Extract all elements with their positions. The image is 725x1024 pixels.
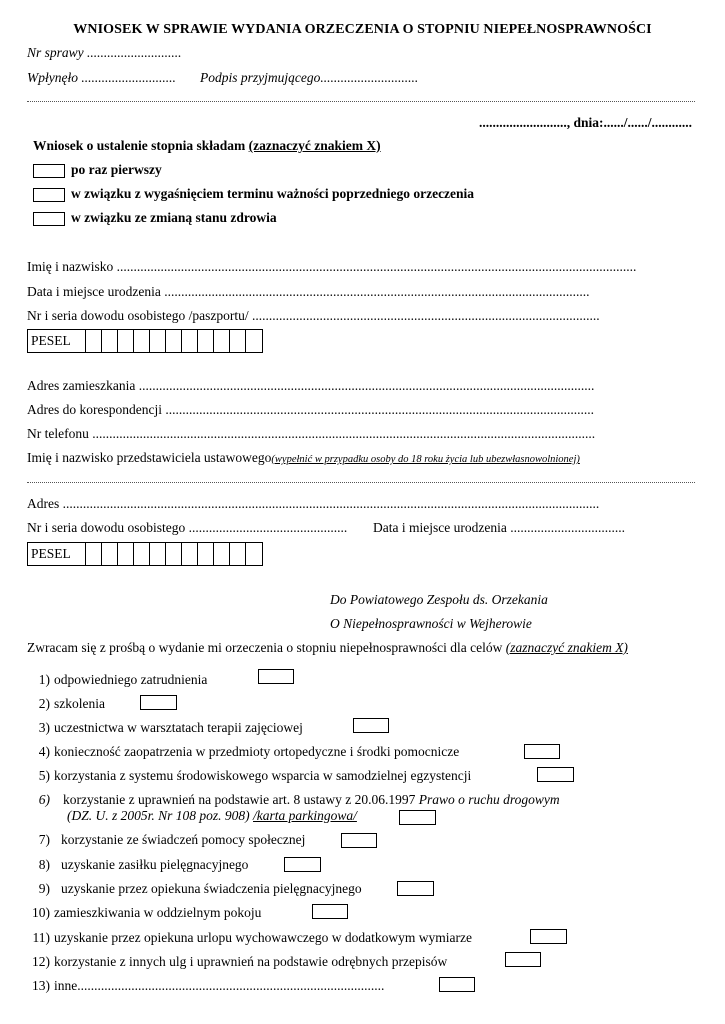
purpose-item-continued <box>67 808 357 824</box>
pesel-cell[interactable] <box>198 330 214 352</box>
purpose-item <box>28 744 459 760</box>
request-intro-text: Wniosek o ustalenie stopnia składam <box>33 138 246 153</box>
representative-name-field[interactable] <box>27 450 580 466</box>
purpose-item <box>28 672 207 688</box>
purpose-text: uzyskanie zasiłku pielęgnacyjnego <box>61 857 249 872</box>
purpose-text: zamieszkiwania w oddzielnym pokoju <box>54 905 262 920</box>
purpose-text: uzyskanie przez opiekuna świadczenia pielęgnacyjnego <box>61 881 362 896</box>
purposes-intro-note: (zaznaczyć znakiem X) <box>505 640 628 655</box>
received-field[interactable]: Wpłynęło ............................ <box>27 70 176 85</box>
applicant-id-field[interactable]: Nr i seria dowodu osobistego /paszportu/ ....................................................................................................... <box>27 308 600 323</box>
purpose-checkbox-11[interactable] <box>530 929 567 944</box>
purpose-text: inne........................................................................................... <box>54 978 385 993</box>
case-number-field[interactable]: Nr sprawy ............................ <box>27 45 182 60</box>
form-title: WNIOSEK W SPRAWIE WYDANIA ORZECZENIA O STOPNIU NIEPEŁNOSPRAWNOŚCI <box>73 22 652 37</box>
representative-name-line[interactable] <box>27 482 695 483</box>
purposes-intro <box>27 640 628 656</box>
request-intro-note: (zaznaczyć znakiem X) <box>248 138 381 153</box>
purpose-text: uczestnictwa w warsztatach terapii zajęciowej <box>54 720 303 735</box>
purpose-num: 3) <box>38 720 50 735</box>
purpose-checkbox-10[interactable] <box>312 904 348 919</box>
pesel-cell[interactable] <box>102 543 118 565</box>
option-expired: w związku z wygaśnięciem terminu ważności poprzedniego orzeczenia <box>71 186 475 201</box>
receiver-signature-field[interactable]: Podpis przyjmującego............................. <box>200 70 419 85</box>
purpose-item <box>28 720 303 736</box>
pesel-cell[interactable] <box>150 543 166 565</box>
purpose-item <box>28 978 384 994</box>
purpose-num: 9) <box>38 881 50 896</box>
purpose-text-underlined: /karta parkingowa/ <box>253 808 357 823</box>
purpose-text: odpowiedniego zatrudnienia <box>54 672 208 687</box>
purpose-num: 1) <box>38 672 50 687</box>
purpose-item <box>28 881 362 897</box>
purpose-item <box>28 832 305 848</box>
purpose-checkbox-12[interactable] <box>505 952 541 967</box>
pesel-cell[interactable] <box>246 543 262 565</box>
representative-pesel-field[interactable] <box>27 542 263 566</box>
representative-name-note: (wypełnić w przypadku osoby do 18 roku życia lub ubezwłasnowolnionej) <box>271 454 580 465</box>
pesel-cell[interactable] <box>86 543 102 565</box>
pesel-cell[interactable] <box>118 543 134 565</box>
representative-id-field[interactable]: Nr i seria dowodu osobistego ............................................... <box>27 520 348 535</box>
pesel-cell[interactable] <box>86 330 102 352</box>
purpose-text: korzystania z systemu środowiskowego wsparcia w samodzielnej egzystencji <box>54 768 472 783</box>
checkbox-first-time[interactable] <box>33 164 65 178</box>
purpose-item <box>28 768 471 784</box>
purpose-item <box>28 905 261 921</box>
pesel-cell[interactable] <box>230 330 246 352</box>
purpose-num: 5) <box>38 768 50 783</box>
purpose-num: 6) <box>38 792 50 807</box>
pesel-cell[interactable] <box>166 543 182 565</box>
purpose-item <box>28 954 447 970</box>
applicant-address-field[interactable]: Adres zamieszkania ....................................................................................................................................... <box>27 378 595 393</box>
purpose-text: konieczność zaopatrzenia w przedmioty ortopedyczne i środki pomocnicze <box>54 744 460 759</box>
pesel-cell[interactable] <box>150 330 166 352</box>
pesel-cell[interactable] <box>214 330 230 352</box>
purpose-num: 10) <box>32 905 50 920</box>
purpose-checkbox-2[interactable] <box>140 695 177 710</box>
pesel-cell[interactable] <box>198 543 214 565</box>
representative-name-label: Imię i nazwisko przedstawiciela ustawowego <box>27 450 272 465</box>
purpose-text-2: (DZ. U. z 2005r. Nr 108 poz. 908) <box>67 808 250 823</box>
request-intro <box>33 138 381 154</box>
option-health-change: w związku ze zmianą stanu zdrowia <box>71 210 277 225</box>
pesel-cell[interactable] <box>182 330 198 352</box>
applicant-phone-field[interactable]: Nr telefonu ..................................................................................................................................................... <box>27 426 596 441</box>
pesel-cell[interactable] <box>118 330 134 352</box>
purpose-checkbox-1[interactable] <box>258 669 294 684</box>
pesel-label: PESEL <box>28 330 86 352</box>
purpose-checkbox-9[interactable] <box>397 881 434 896</box>
purpose-num: 2) <box>38 696 50 711</box>
purpose-num: 12) <box>32 954 50 969</box>
date-field[interactable]: .........................., dnia:....../....../............ <box>478 115 692 130</box>
pesel-cell[interactable] <box>246 330 262 352</box>
checkbox-health-change[interactable] <box>33 212 65 226</box>
option-first-time: po raz pierwszy <box>71 162 162 177</box>
pesel-cell[interactable] <box>230 543 246 565</box>
purpose-item <box>28 857 248 873</box>
purpose-num: 8) <box>38 857 50 872</box>
representative-address-field[interactable]: Adres ............................................................................................................................................................... <box>27 496 600 511</box>
divider <box>27 101 695 102</box>
purpose-checkbox-8[interactable] <box>284 857 321 872</box>
purpose-item <box>28 792 560 808</box>
purposes-intro-text: Zwracam się z prośbą o wydanie mi orzeczenia o stopniu niepełnosprawności dla celów <box>27 640 503 655</box>
addressee-line-2: O Niepełnosprawności w Wejherowie <box>330 616 532 631</box>
pesel-cell[interactable] <box>134 330 150 352</box>
purpose-checkbox-7[interactable] <box>341 833 377 848</box>
pesel-label: PESEL <box>28 543 86 565</box>
purpose-num: 11) <box>32 930 50 945</box>
checkbox-expired[interactable] <box>33 188 65 202</box>
purpose-text: szkolenia <box>54 696 105 711</box>
pesel-cell[interactable] <box>182 543 198 565</box>
applicant-name-field[interactable]: Imię i nazwisko .......................................................................................................................................................... <box>27 259 637 274</box>
purpose-checkbox-4[interactable] <box>524 744 560 759</box>
purpose-text-italic: Prawo o ruchu drogowym <box>418 792 560 807</box>
purpose-text: korzystanie z uprawnień na podstawie art. 8 ustawy z 20.06.1997 <box>63 792 416 807</box>
pesel-cell[interactable] <box>166 330 182 352</box>
purpose-text: uzyskanie przez opiekuna urlopu wychowawczego w dodatkowym wymiarze <box>54 930 472 945</box>
pesel-cell[interactable] <box>134 543 150 565</box>
applicant-birth-field[interactable]: Data i miejsce urodzenia .............................................................................................................................. <box>27 284 590 299</box>
purpose-checkbox-3[interactable] <box>353 718 389 733</box>
purpose-item <box>28 930 472 946</box>
representative-birth-field[interactable]: Data i miejsce urodzenia .................................. <box>373 520 625 535</box>
purpose-num: 4) <box>38 744 50 759</box>
applicant-corr-address-field[interactable]: Adres do korespondencji ............................................................................................................................... <box>27 402 594 417</box>
pesel-cell[interactable] <box>102 330 118 352</box>
purpose-text: korzystanie ze świadczeń pomocy społecznej <box>61 832 306 847</box>
purpose-num: 13) <box>32 978 50 993</box>
pesel-cell[interactable] <box>214 543 230 565</box>
purpose-checkbox-13[interactable] <box>439 977 475 992</box>
purpose-checkbox-6[interactable] <box>399 810 436 825</box>
purpose-text: korzystanie z innych ulg i uprawnień na podstawie odrębnych przepisów <box>54 954 448 969</box>
purpose-num: 7) <box>38 832 50 847</box>
purpose-item <box>28 696 105 712</box>
addressee-line-1: Do Powiatowego Zespołu ds. Orzekania <box>330 592 548 607</box>
applicant-pesel-field[interactable] <box>27 329 263 353</box>
purpose-checkbox-5[interactable] <box>537 767 574 782</box>
